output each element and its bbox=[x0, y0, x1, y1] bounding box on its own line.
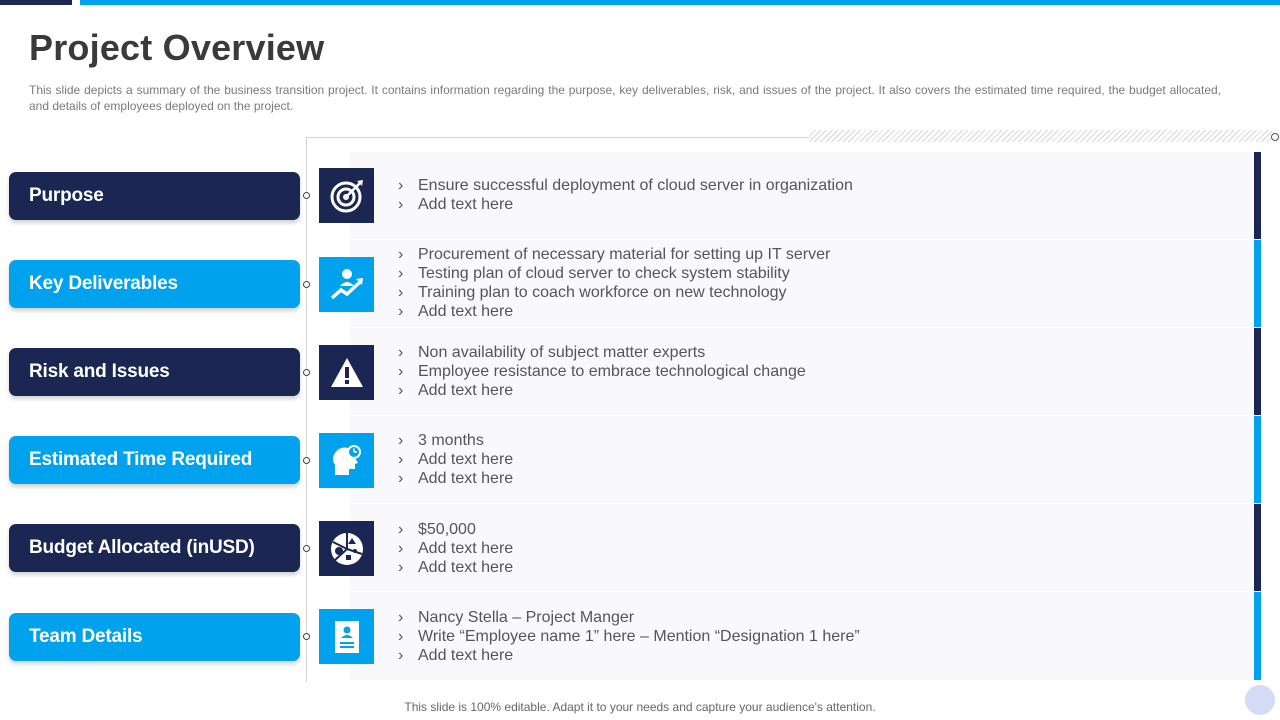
side-accent-bar bbox=[1254, 328, 1261, 415]
top-accent-bar-blue bbox=[80, 0, 1280, 5]
page-subtitle: This slide depicts a summary of the business transition project. It contains information regarding the purpose, key deliverables, risk, and issues of the project. It also covers the estimated time required, the budget allocated, and details of employees deployed on the project. bbox=[29, 83, 1221, 113]
hatch-end-dot bbox=[1271, 133, 1279, 141]
list-item: › Add text here bbox=[398, 196, 514, 213]
risk-and-issues-label: Risk and Issues bbox=[9, 348, 300, 396]
side-accent-bar bbox=[1254, 152, 1261, 239]
side-accent-bar bbox=[1254, 416, 1261, 503]
frame-top-line bbox=[306, 137, 809, 138]
top-accent-bar-dark bbox=[0, 0, 72, 5]
corner-decoration bbox=[1245, 685, 1275, 715]
budget-bullets bbox=[398, 520, 513, 577]
page-title: Project Overview bbox=[29, 27, 325, 68]
purpose-label: Purpose bbox=[9, 172, 300, 220]
id-card-icon bbox=[319, 609, 374, 664]
connector-dot bbox=[303, 457, 310, 464]
footer-note: This slide is 100% editable. Adapt it to your needs and capture your audience's attention. bbox=[404, 700, 876, 714]
purpose-bullets bbox=[398, 176, 853, 214]
list-item: › Add text here bbox=[398, 303, 514, 320]
list-item: › Add text here bbox=[398, 470, 514, 487]
key-deliverables-label: Key Deliverables bbox=[9, 260, 300, 308]
estimated-time-label: Estimated Time Required bbox=[9, 436, 300, 484]
connector-dot bbox=[303, 369, 310, 376]
list-item: › Training plan to coach workforce on new technology bbox=[398, 284, 787, 301]
side-accent-bar bbox=[1254, 240, 1261, 327]
list-item: › Ensure successful deployment of cloud server in organization bbox=[398, 177, 853, 194]
list-item: › Write “Employee name 1” here – Mention “Designation 1 here” bbox=[398, 628, 860, 645]
warning-icon bbox=[319, 345, 374, 400]
side-accent-bar bbox=[1254, 504, 1261, 591]
frame-left-line bbox=[306, 137, 307, 682]
connector-dot bbox=[303, 633, 310, 640]
list-item: › Add text here bbox=[398, 647, 514, 664]
list-item: › $50,000 bbox=[398, 521, 476, 538]
list-item: › Procurement of necessary material for setting up IT server bbox=[398, 246, 831, 263]
budget-pie-icon bbox=[319, 521, 374, 576]
head-clock-icon bbox=[319, 433, 374, 488]
list-item: › Add text here bbox=[398, 451, 514, 468]
list-item: › Add text here bbox=[398, 382, 514, 399]
list-item: › Add text here bbox=[398, 540, 514, 557]
target-icon bbox=[319, 168, 374, 223]
list-item: › Testing plan of cloud server to check system stability bbox=[398, 265, 790, 282]
connector-dot bbox=[303, 192, 310, 199]
connector-dot bbox=[303, 545, 310, 552]
hatch-decoration bbox=[809, 130, 1272, 142]
team-details-label: Team Details bbox=[9, 613, 300, 661]
list-item: › Non availability of subject matter experts bbox=[398, 344, 706, 361]
connector-dot bbox=[303, 281, 310, 288]
risk-and-issues-bullets bbox=[398, 343, 806, 400]
list-item: › Nancy Stella – Project Manger bbox=[398, 609, 635, 626]
list-item: › Employee resistance to embrace technological change bbox=[398, 363, 806, 380]
estimated-time-bullets bbox=[398, 431, 513, 488]
growth-person-icon bbox=[319, 257, 374, 312]
side-accent-bar bbox=[1254, 592, 1261, 680]
team-details-bullets bbox=[398, 608, 860, 665]
budget-label: Budget Allocated (inUSD) bbox=[9, 524, 300, 572]
key-deliverables-bullets bbox=[398, 245, 830, 321]
list-item: › 3 months bbox=[398, 432, 484, 449]
list-item: › Add text here bbox=[398, 559, 514, 576]
